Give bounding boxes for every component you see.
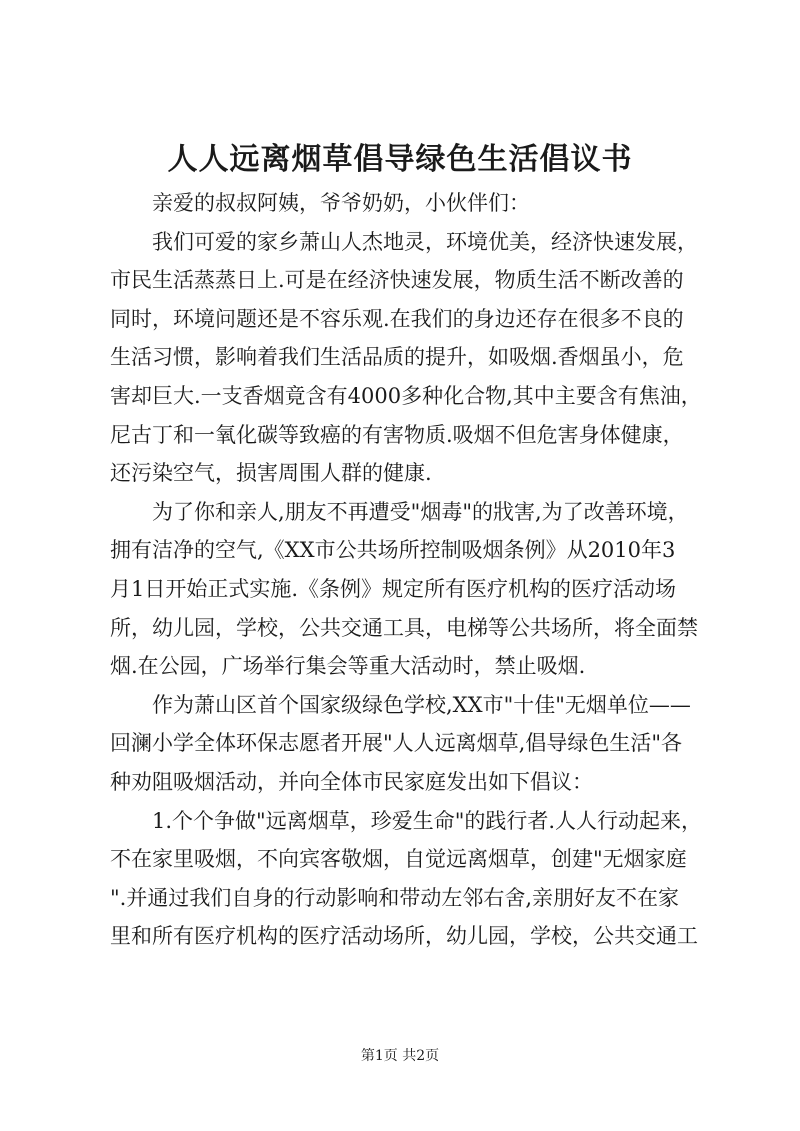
document-body — [110, 184, 702, 956]
body-line: 生活习惯，影响着我们生活品质的提升，如吸烟.香烟虽小，危 — [110, 345, 684, 370]
body-line: 不在家里吸烟，不向宾客敬烟，自觉远离烟草，创建"无烟家庭 — [110, 847, 687, 872]
body-line: ".并通过我们自身的行动影响和带动左邻右舍,亲朋好友不在家 — [110, 885, 680, 910]
body-line: 拥有洁净的空气,《XX市公共场所控制吸烟条例》从2010年3 — [110, 538, 676, 563]
body-line: 尼古丁和一氧化碳等致癌的有害物质.吸烟不但危害身体健康， — [110, 422, 684, 447]
body-line: 烟.在公园，广场举行集会等重大活动时，禁止吸烟. — [110, 654, 586, 679]
body-line: 回澜小学全体环保志愿者开展"人人远离烟草,倡导绿色生活"各 — [110, 731, 682, 756]
body-line: 种劝阻吸烟活动，并向全体市民家庭发出如下倡议： — [110, 769, 593, 794]
page-indicator: 第1页 共2页 — [360, 1048, 440, 1064]
body-line: 月1日开始正式实施.《条例》规定所有医疗机构的医疗活动场 — [110, 576, 677, 601]
body-line: 我们可爱的家乡萧山人杰地灵，环境优美，经济快速发展， — [152, 229, 698, 254]
body-line: 市民生活蒸蒸日上.可是在经济快速发展，物质生活不断改善的 — [110, 268, 684, 293]
body-line: 亲爱的叔叔阿姨，爷爷奶奶，小伙伴们： — [152, 191, 530, 215]
document-title: 人人远离烟草倡导绿色生活倡议书 — [167, 142, 633, 177]
body-line: 里和所有医疗机构的医疗活动场所，幼儿园，学校，公共交通工 — [110, 924, 698, 949]
body-line: 同时，环境问题还是不容乐观.在我们的身边还存在很多不良的 — [110, 306, 684, 331]
body-line: 作为萧山区首个国家级绿色学校,XX市"十佳"无烟单位—— — [152, 692, 691, 717]
body-line: 害却巨大.一支香烟竟含有4000多种化合物,其中主要含有焦油， — [110, 383, 702, 408]
body-line: 1.个个争做"远离烟草，珍爱生命"的践行者.人人行动起来， — [152, 808, 703, 833]
body-line: 为了你和亲人,朋友不再遭受"烟毒"的戕害,为了改善环境， — [152, 499, 689, 524]
body-line: 还污染空气，损害周围人群的健康. — [110, 461, 432, 486]
body-line: 所，幼儿园，学校，公共交通工具，电梯等公共场所，将全面禁 — [110, 615, 698, 640]
